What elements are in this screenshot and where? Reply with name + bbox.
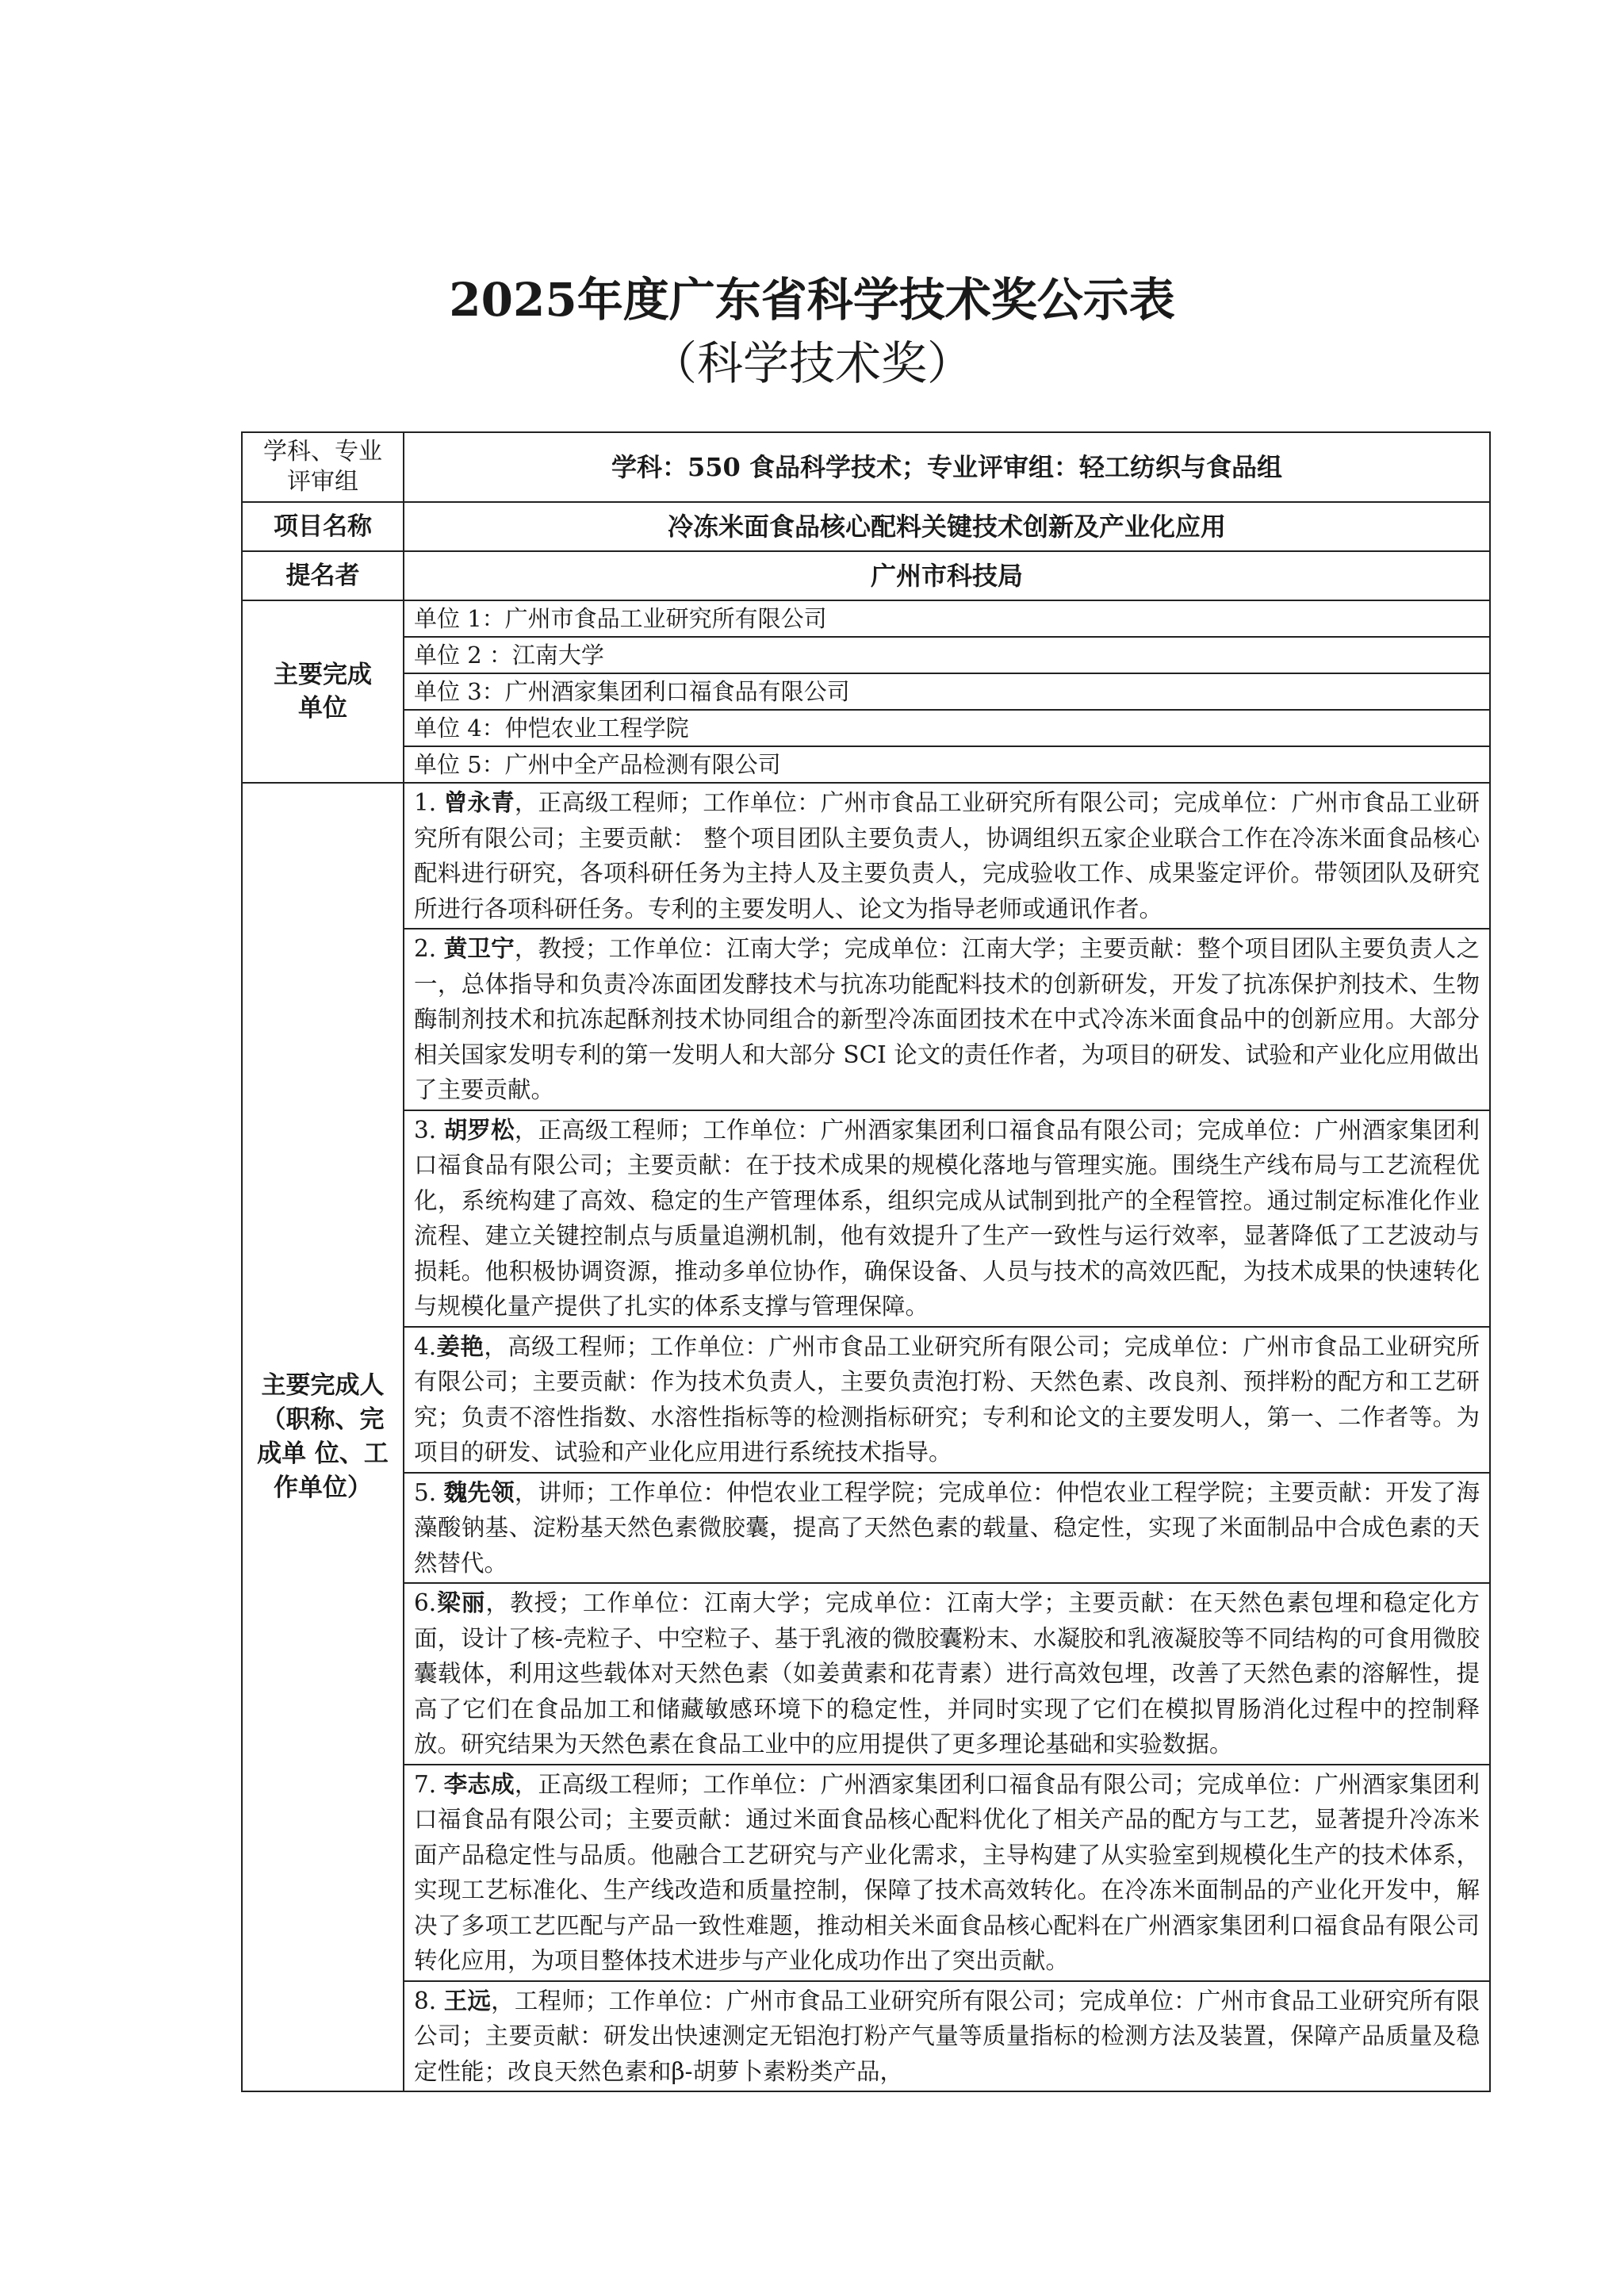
- person-row: [242, 783, 1490, 929]
- award-form-table: [241, 431, 1491, 2092]
- person-no: 3.: [414, 1116, 437, 1144]
- person-no: 4.: [414, 1332, 437, 1360]
- person-name: 曾永青: [443, 788, 515, 816]
- unit-item: 单位 5：广州中全产品检测有限公司: [404, 746, 1490, 783]
- person-name: 魏先领: [443, 1478, 515, 1506]
- person-entry: [404, 1327, 1490, 1473]
- person-desc: ，教授；工作单位：江南大学；完成单位：江南大学；主要贡献：在天然色素包埋和稳定化方面，设计了核-壳粒子、中空粒子、基于乳液的微胶囊粉末、水凝胶和乳液凝胶等不同结构的可食用微胶囊载体，利用这些载体对天然色素（如姜黄素和花青素）进行高效包埋，改善了天然色素的溶解性，提高了它们在食品加工和储藏敏感环境下的稳定性，并同时实现了它们在模拟胃肠消化过程中的控制释放。研究结果为天然色素在食品工业中的应用提供了更多理论基础和实验数据。: [414, 1589, 1480, 1757]
- unit-row: [242, 746, 1490, 783]
- nominator-value: 广州市科技局: [404, 551, 1490, 600]
- row-discipline: [242, 432, 1490, 502]
- person-desc: ，正高级工程师；工作单位：广州酒家集团利口福食品有限公司；完成单位：广州酒家集团利口福食品有限公司；主要贡献：在于技术成果的规模化落地与管理实施。围绕生产线布局与工艺流程优化，系统构建了高效、稳定的生产管理体系，组织完成从试制到批产的全程管控。通过制定标准化作业流程、建立关键控制点与质量追溯机制，他有效提升了生产一致性与运行效率，显著降低了工艺波动与损耗。他积极协调资源，推动多单位协作，确保设备、人员与技术的高效匹配，为技术成果的快速转化与规模化量产提供了扎实的体系支撑与管理保障。: [414, 1116, 1480, 1320]
- document-subtitle: （科学技术奖）: [650, 336, 973, 390]
- person-no: 5.: [414, 1478, 437, 1506]
- person-name: 黄卫宁: [443, 934, 515, 962]
- unit-item: 单位 3：广州酒家集团利口福食品有限公司: [404, 673, 1490, 710]
- person-entry: [404, 1473, 1490, 1584]
- row-project: [242, 502, 1490, 551]
- nominator-label: 提名者: [242, 551, 404, 600]
- unit-row: [242, 673, 1490, 710]
- unit-row: [242, 600, 1490, 637]
- person-no: 8.: [414, 1987, 437, 2014]
- project-label: 项目名称: [242, 502, 404, 551]
- person-name: 梁丽: [436, 1589, 486, 1616]
- person-entry: [404, 929, 1490, 1110]
- person-desc: ，正高级工程师；工作单位：广州酒家集团利口福食品有限公司；完成单位：广州酒家集团利口福食品有限公司；主要贡献：通过米面食品核心配料优化了相关产品的配方与工艺，显著提升冷冻米面产品稳定性与品质。他融合工艺研究与产业化需求，主导构建了从实验室到规模化生产的技术体系，实现工艺标准化、生产线改造和质量控制，保障了技术高效转化。在冷冻米面制品的产业化开发中，解决了多项工艺匹配与产品一致性难题，推动相关米面食品核心配料在广州酒家集团利口福食品有限公司转化应用，为项目整体技术进步与产业化成功作出了突出贡献。: [414, 1770, 1480, 1974]
- units-label: 主要完成单位: [242, 600, 404, 783]
- row-nominator: [242, 551, 1490, 600]
- person-desc: ，正高级工程师；工作单位：广州市食品工业研究所有限公司；完成单位：广州市食品工业研究所有限公司；主要贡献： 整个项目团队主要负责人，协调组织五家企业联合工作在冷冻米面食品核心配料进行研究，各项科研任务为主持人及主要负责人，完成验收工作、成果鉴定评价。带领团队及研究所进行各项科研任务。专利的主要发明人、论文为指导老师或通讯作者。: [414, 789, 1480, 922]
- unit-row: [242, 637, 1490, 673]
- document-title: 2025年度广东省科学技术奖公示表: [449, 273, 1175, 327]
- person-row: [242, 1765, 1490, 1981]
- person-no: 1.: [414, 789, 437, 816]
- persons-label: 主要完成人（职称、完成单 位、工作单位）: [242, 783, 404, 2091]
- person-desc: ，工程师；工作单位：广州市食品工业研究所有限公司；完成单位：广州市食品工业研究所有限公司；主要贡献：研发出快速测定无铝泡打粉产气量等质量指标的检测方法及装置，保障产品质量及稳定性能；改良天然色素和β-胡萝卜素粉类产品，: [414, 1987, 1480, 2085]
- person-entry: [404, 1110, 1490, 1327]
- person-row: [242, 1583, 1490, 1765]
- person-row: [242, 1110, 1490, 1327]
- person-entry: [404, 1981, 1490, 2092]
- person-no: 7.: [414, 1770, 437, 1798]
- person-desc: ，教授；工作单位：江南大学；完成单位：江南大学；主要贡献：整个项目团队主要负责人之一，总体指导和负责冷冻面团发酵技术与抗冻功能配料技术的创新研发，开发了抗冻保护剂技术、生物酶制剂技术和抗冻起酥剂技术协同组合的新型冷冻面团技术在中式冷冻米面食品中的创新应用。大部分相关国家发明专利的第一发明人和大部分 SCI 论文的责任作者，为项目的研发、试验和产业化应用做出了主要贡献。: [414, 935, 1480, 1103]
- person-no: 2.: [414, 935, 437, 962]
- person-row: [242, 1473, 1490, 1584]
- person-name: 王远: [443, 1986, 492, 2014]
- person-row: [242, 1981, 1490, 2092]
- person-entry: [404, 1765, 1490, 1981]
- person-name: 李志成: [443, 1769, 515, 1798]
- unit-item: 单位 1：广州市食品工业研究所有限公司: [404, 600, 1490, 637]
- project-name: 冷冻米面食品核心配料关键技术创新及产业化应用: [404, 502, 1490, 551]
- person-name: 胡罗松: [443, 1115, 515, 1144]
- person-row: [242, 929, 1490, 1110]
- unit-item: 单位 2 ：江南大学: [404, 637, 1490, 673]
- person-name: 姜艳: [436, 1332, 485, 1360]
- person-desc: ，讲师；工作单位：仲恺农业工程学院；完成单位：仲恺农业工程学院；主要贡献：开发了海藻酸钠基、淀粉基天然色素微胶囊，提高了天然色素的载量、稳定性，实现了米面制品中合成色素的天然替代。: [414, 1478, 1480, 1577]
- person-entry: [404, 1583, 1490, 1765]
- person-row: [242, 1327, 1490, 1473]
- person-no: 6.: [414, 1589, 437, 1616]
- discipline-label: 学科、专业评审组: [242, 432, 404, 502]
- person-desc: ，高级工程师；工作单位：广州市食品工业研究所有限公司；完成单位：广州市食品工业研究所有限公司；主要贡献：作为技术负责人，主要负责泡打粉、天然色素、改良剂、预拌粉的配方和工艺研究；负责不溶性指数、水溶性指标等的检测指标研究；专利和论文的主要发明人，第一、二作者等。为项目的研发、试验和产业化应用进行系统技术指导。: [414, 1332, 1480, 1466]
- unit-row: [242, 710, 1490, 746]
- discipline-value: 学科：550 食品科学技术；专业评审组：轻工纺织与食品组: [404, 432, 1490, 502]
- unit-item: 单位 4：仲恺农业工程学院: [404, 710, 1490, 746]
- person-entry: [404, 783, 1490, 929]
